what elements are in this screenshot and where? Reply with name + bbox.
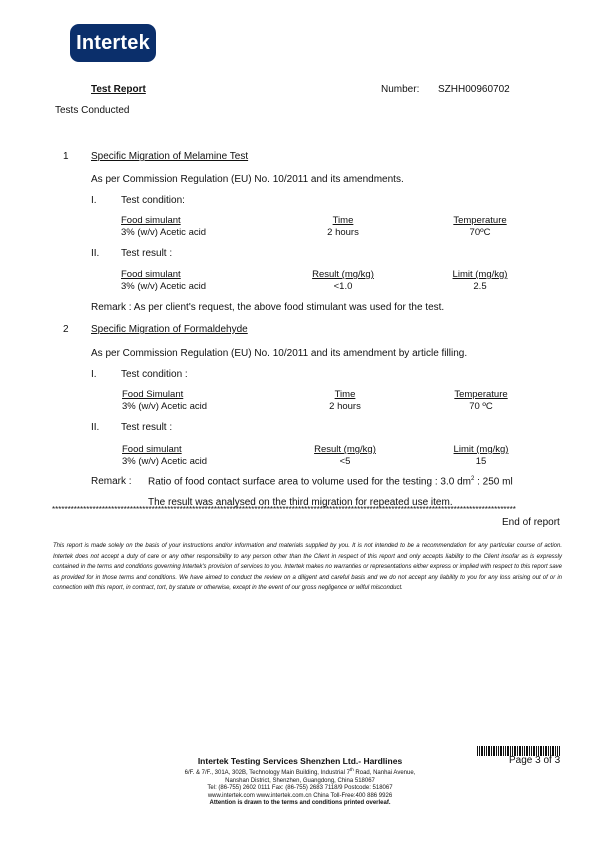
- s2-result-header-result: Result (mg/kg): [314, 444, 376, 455]
- section-2-regulation: As per Commission Regulation (EU) No. 10/2011 and its amendment by article filling.: [91, 348, 468, 359]
- s1-condition-time: 2 hours: [327, 227, 359, 238]
- s2-result-limit: 15: [475, 456, 487, 467]
- s1-result-header-simulant: Food simulant: [121, 269, 181, 280]
- s1-remark: Remark : As per client's request, the above food stimulant was used for the test.: [91, 302, 445, 313]
- s2-result-value: <5: [339, 456, 351, 467]
- footer: [100, 756, 500, 808]
- number-label: Number:: [381, 84, 420, 95]
- footer-attention: Attention is drawn to the terms and conditions printed overleaf.: [209, 800, 391, 807]
- s1-condition-header-simulant: Food simulant: [121, 215, 181, 226]
- s2-result-simulant: 3% (w/v) Acetic acid: [122, 456, 207, 467]
- s2-condition-simulant: 3% (w/v) Acetic acid: [122, 401, 207, 412]
- s2-condition-time: 2 hours: [329, 401, 361, 412]
- section-1-number: 1: [63, 151, 69, 162]
- s1-result-roman: II.: [91, 248, 100, 259]
- section-1-regulation: As per Commission Regulation (EU) No. 10/2011 and its amendments.: [91, 174, 404, 185]
- asterisk-separator: *****************************************************************************************************************************************************: [52, 506, 516, 514]
- intertek-logo: Intertek: [70, 24, 156, 62]
- s1-condition-roman: I.: [91, 195, 97, 206]
- s2-condition-header-temperature: Temperature: [454, 389, 508, 400]
- s1-result-label: Test result :: [121, 248, 173, 259]
- s1-result-simulant: 3% (w/v) Acetic acid: [121, 281, 206, 292]
- end-of-report: End of report: [502, 517, 560, 528]
- s1-condition-simulant: 3% (w/v) Acetic acid: [121, 227, 206, 238]
- s1-condition-label: Test condition:: [121, 195, 185, 206]
- s2-condition-header-time: Time: [334, 389, 356, 400]
- s2-condition-temperature: 70 ºC: [469, 401, 493, 412]
- s2-condition-roman: I.: [91, 369, 97, 380]
- s2-remark-label: Remark :: [91, 476, 132, 487]
- footer-address-line-2: Nanshan District, Shenzhen, Guangdong, China 518067: [225, 777, 375, 784]
- s1-result-header-limit: Limit (mg/kg): [452, 269, 508, 280]
- s2-result-header-limit: Limit (mg/kg): [453, 444, 509, 455]
- s2-remark-note: The result was analysed on the third migration for repeated use item.: [148, 497, 453, 508]
- s1-result-limit: 2.5: [473, 281, 487, 292]
- footer-company: Intertek Testing Services Shenzhen Ltd.- Hardlines: [197, 756, 403, 766]
- s2-result-label: Test result :: [121, 422, 173, 433]
- s2-condition-header-simulant: Food Simulant: [122, 389, 184, 400]
- disclaimer: This report is made solely on the basis of your instructions and/or information and materials supplied by you. It is not intended to be a recommendation for any particular course of action. Intertek does not accept a duty of care or any other responsibility to any person other than the Client in respect of this report and only accepts liability to the Client insofar as is expressly contained in the terms and conditions governing Intertek's provision of services to you. Intertek makes no warranties or representations either express or implied with respect to this report save as provided for in those terms and conditions. We have aimed to conduct the review on a diligent and careful basis and we do not accept any liability to you for any loss arising out of or in connection with this report, in contract, tort, by statute or otherwise, except in the event of our gross negligence or wilful misconduct.: [53, 543, 562, 592]
- s2-remark-ratio: Ratio of food contact surface area to volume used for the testing : 3.0 $dm^2$ : 250 ml: [148, 476, 513, 488]
- s1-condition-header-temperature: Temperature: [453, 215, 507, 226]
- report-title: Test Report: [91, 84, 146, 95]
- s1-result-header-result: Result (mg/kg): [312, 269, 374, 280]
- s2-result-header-simulant: Food simulant: [122, 444, 182, 455]
- s2-result-roman: II.: [91, 422, 100, 433]
- section-2-number: 2: [63, 324, 69, 335]
- report-number: SZHH00960702: [438, 84, 510, 95]
- s2-condition-label: Test condition :: [121, 369, 188, 380]
- s1-condition-temperature: 70ºC: [469, 227, 491, 238]
- page-number: Page 3 of 3: [509, 755, 561, 766]
- s1-condition-header-time: Time: [332, 215, 354, 226]
- footer-address-line-1: 6/F. & 7/F., 301A, 302B, Technology Main Building, Industrial 7th Road, Nanhai Avenue,: [184, 767, 416, 776]
- footer-contact: Tel: (86-755) 2602 0111 Fax: (86-755) 2683 7118/9 Postcode: 518067: [207, 785, 393, 792]
- section-1-title: Specific Migration of Melamine Test: [91, 151, 249, 162]
- tests-conducted-heading: Tests Conducted: [55, 105, 130, 116]
- section-2-title: Specific Migration of Formaldehyde: [91, 324, 248, 335]
- footer-websites: www.intertek.com www.intertek.com.cn China Toll-Free:400 886 9926: [207, 792, 393, 799]
- s1-result-value: <1.0: [333, 281, 353, 292]
